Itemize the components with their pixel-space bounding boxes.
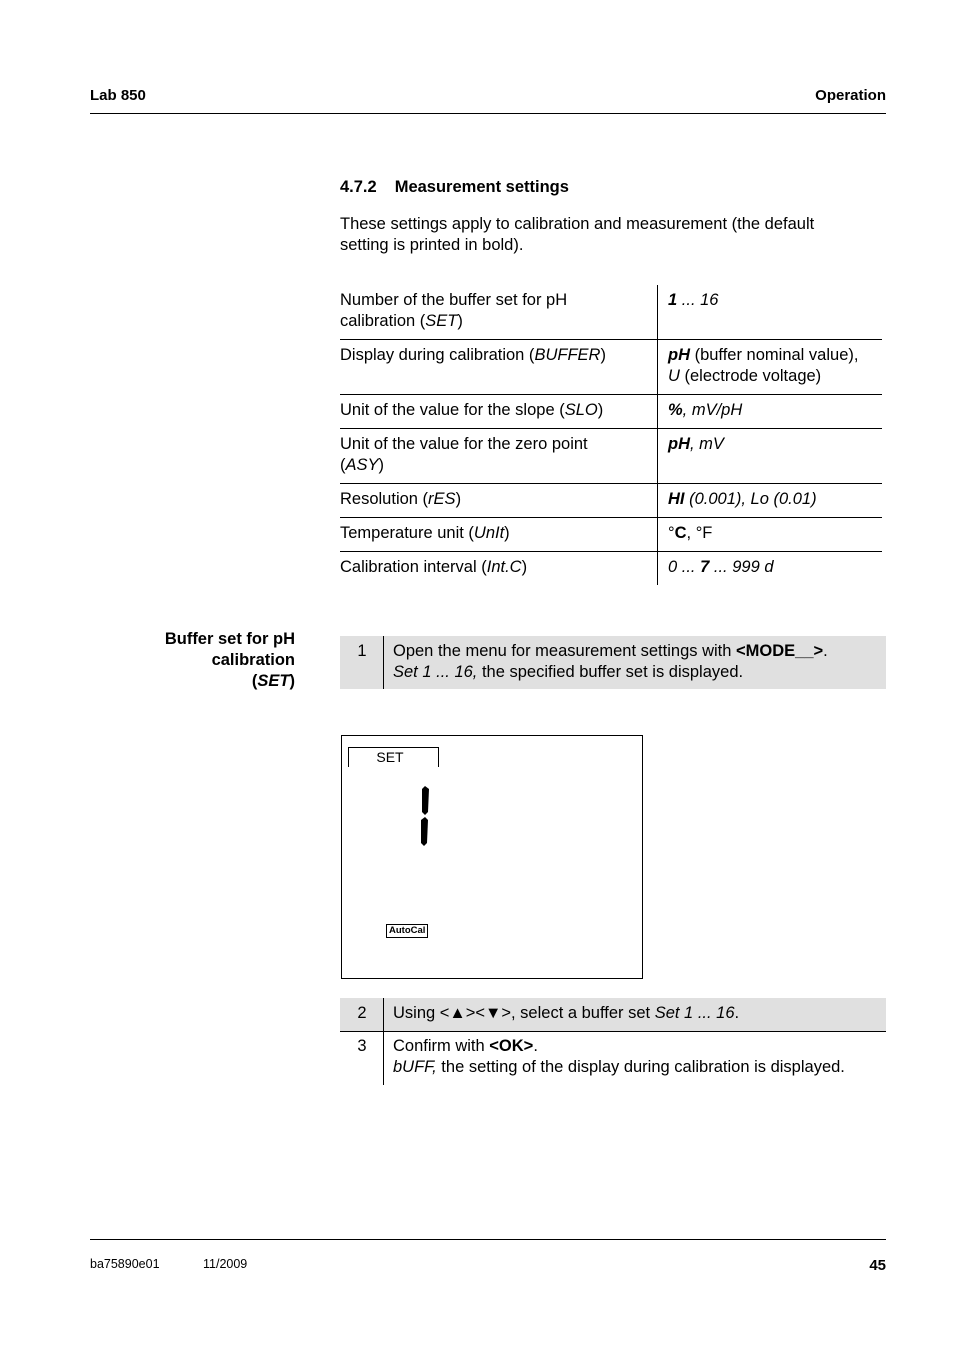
setting-label: Display during calibration (BUFFER) — [340, 346, 606, 364]
step-text: Using <▲><▼>, select a buffer set Set 1 ... 16. — [393, 1004, 740, 1022]
display-digit — [416, 784, 436, 848]
down-arrow-icon: ▼ — [485, 1004, 502, 1022]
step-number: 1 — [357, 642, 367, 660]
header-right: Operation — [815, 87, 886, 104]
footer-doc-id: ba75890e01 — [90, 1257, 160, 1271]
step-3 — [340, 1032, 886, 1085]
autocal-badge: AutoCal — [386, 924, 428, 938]
table-row — [340, 285, 882, 340]
table-row — [340, 552, 882, 586]
page-number: 45 — [869, 1257, 886, 1274]
setting-label: Unit of the value for the zero point (ASY) — [340, 435, 588, 474]
setting-label: Temperature unit (UnIt) — [340, 524, 510, 542]
setting-label: Calibration interval (Int.C) — [340, 558, 528, 576]
display-tab — [348, 747, 439, 767]
header-left: Lab 850 — [90, 87, 146, 104]
setting-label: Resolution (rES) — [340, 490, 462, 508]
section-heading — [340, 178, 569, 197]
intro-line: These settings apply to calibration and measurement (the default — [340, 215, 815, 233]
setting-value: HI (0.001), Lo (0.01) — [658, 484, 883, 518]
sidebar-heading: Buffer set for pH calibration (SET) — [164, 630, 295, 690]
setting-value: pH (buffer nominal value), U (electrode voltage) — [658, 340, 883, 395]
section-title: Measurement settings — [394, 178, 569, 196]
intro-line: setting is printed in bold). — [340, 236, 524, 254]
section-number: 4.7.2 — [340, 178, 377, 196]
setting-value: °C, °F — [658, 518, 883, 552]
footer-date: 11/2009 — [203, 1257, 248, 1271]
up-arrow-icon: ▲ — [449, 1004, 466, 1022]
setting-value: pH, mV — [658, 429, 883, 484]
table-row — [340, 340, 882, 395]
step-number: 3 — [357, 1037, 367, 1055]
table-row — [340, 429, 882, 484]
step-1 — [340, 636, 886, 689]
setting-label: Unit of the value for the slope (SLO) — [340, 401, 604, 419]
table-row — [340, 395, 882, 429]
section-intro — [340, 214, 814, 256]
display-tab-label: SET — [376, 749, 404, 765]
header-rule — [90, 113, 886, 114]
table-row — [340, 484, 882, 518]
setting-value: 0 ... 7 ... 999 d — [658, 552, 883, 586]
step-number: 2 — [357, 1004, 367, 1022]
step-text: Open the menu for measurement settings with <MODE__>. Set 1 ... 16, the specified buffer set is displayed. — [393, 642, 828, 681]
table-row — [340, 518, 882, 552]
footer-rule — [90, 1239, 886, 1240]
setting-label: Number of the buffer set for pH calibration (SET) — [340, 291, 568, 330]
meter-display — [341, 735, 643, 979]
setting-value: %, mV/pH — [658, 395, 883, 429]
step-text: Confirm with <OK>. bUFF, the setting of the display during calibration is displayed. — [393, 1037, 845, 1076]
setting-value: 1 ... 16 — [658, 285, 883, 340]
settings-table — [340, 285, 882, 585]
step-2 — [340, 998, 886, 1031]
